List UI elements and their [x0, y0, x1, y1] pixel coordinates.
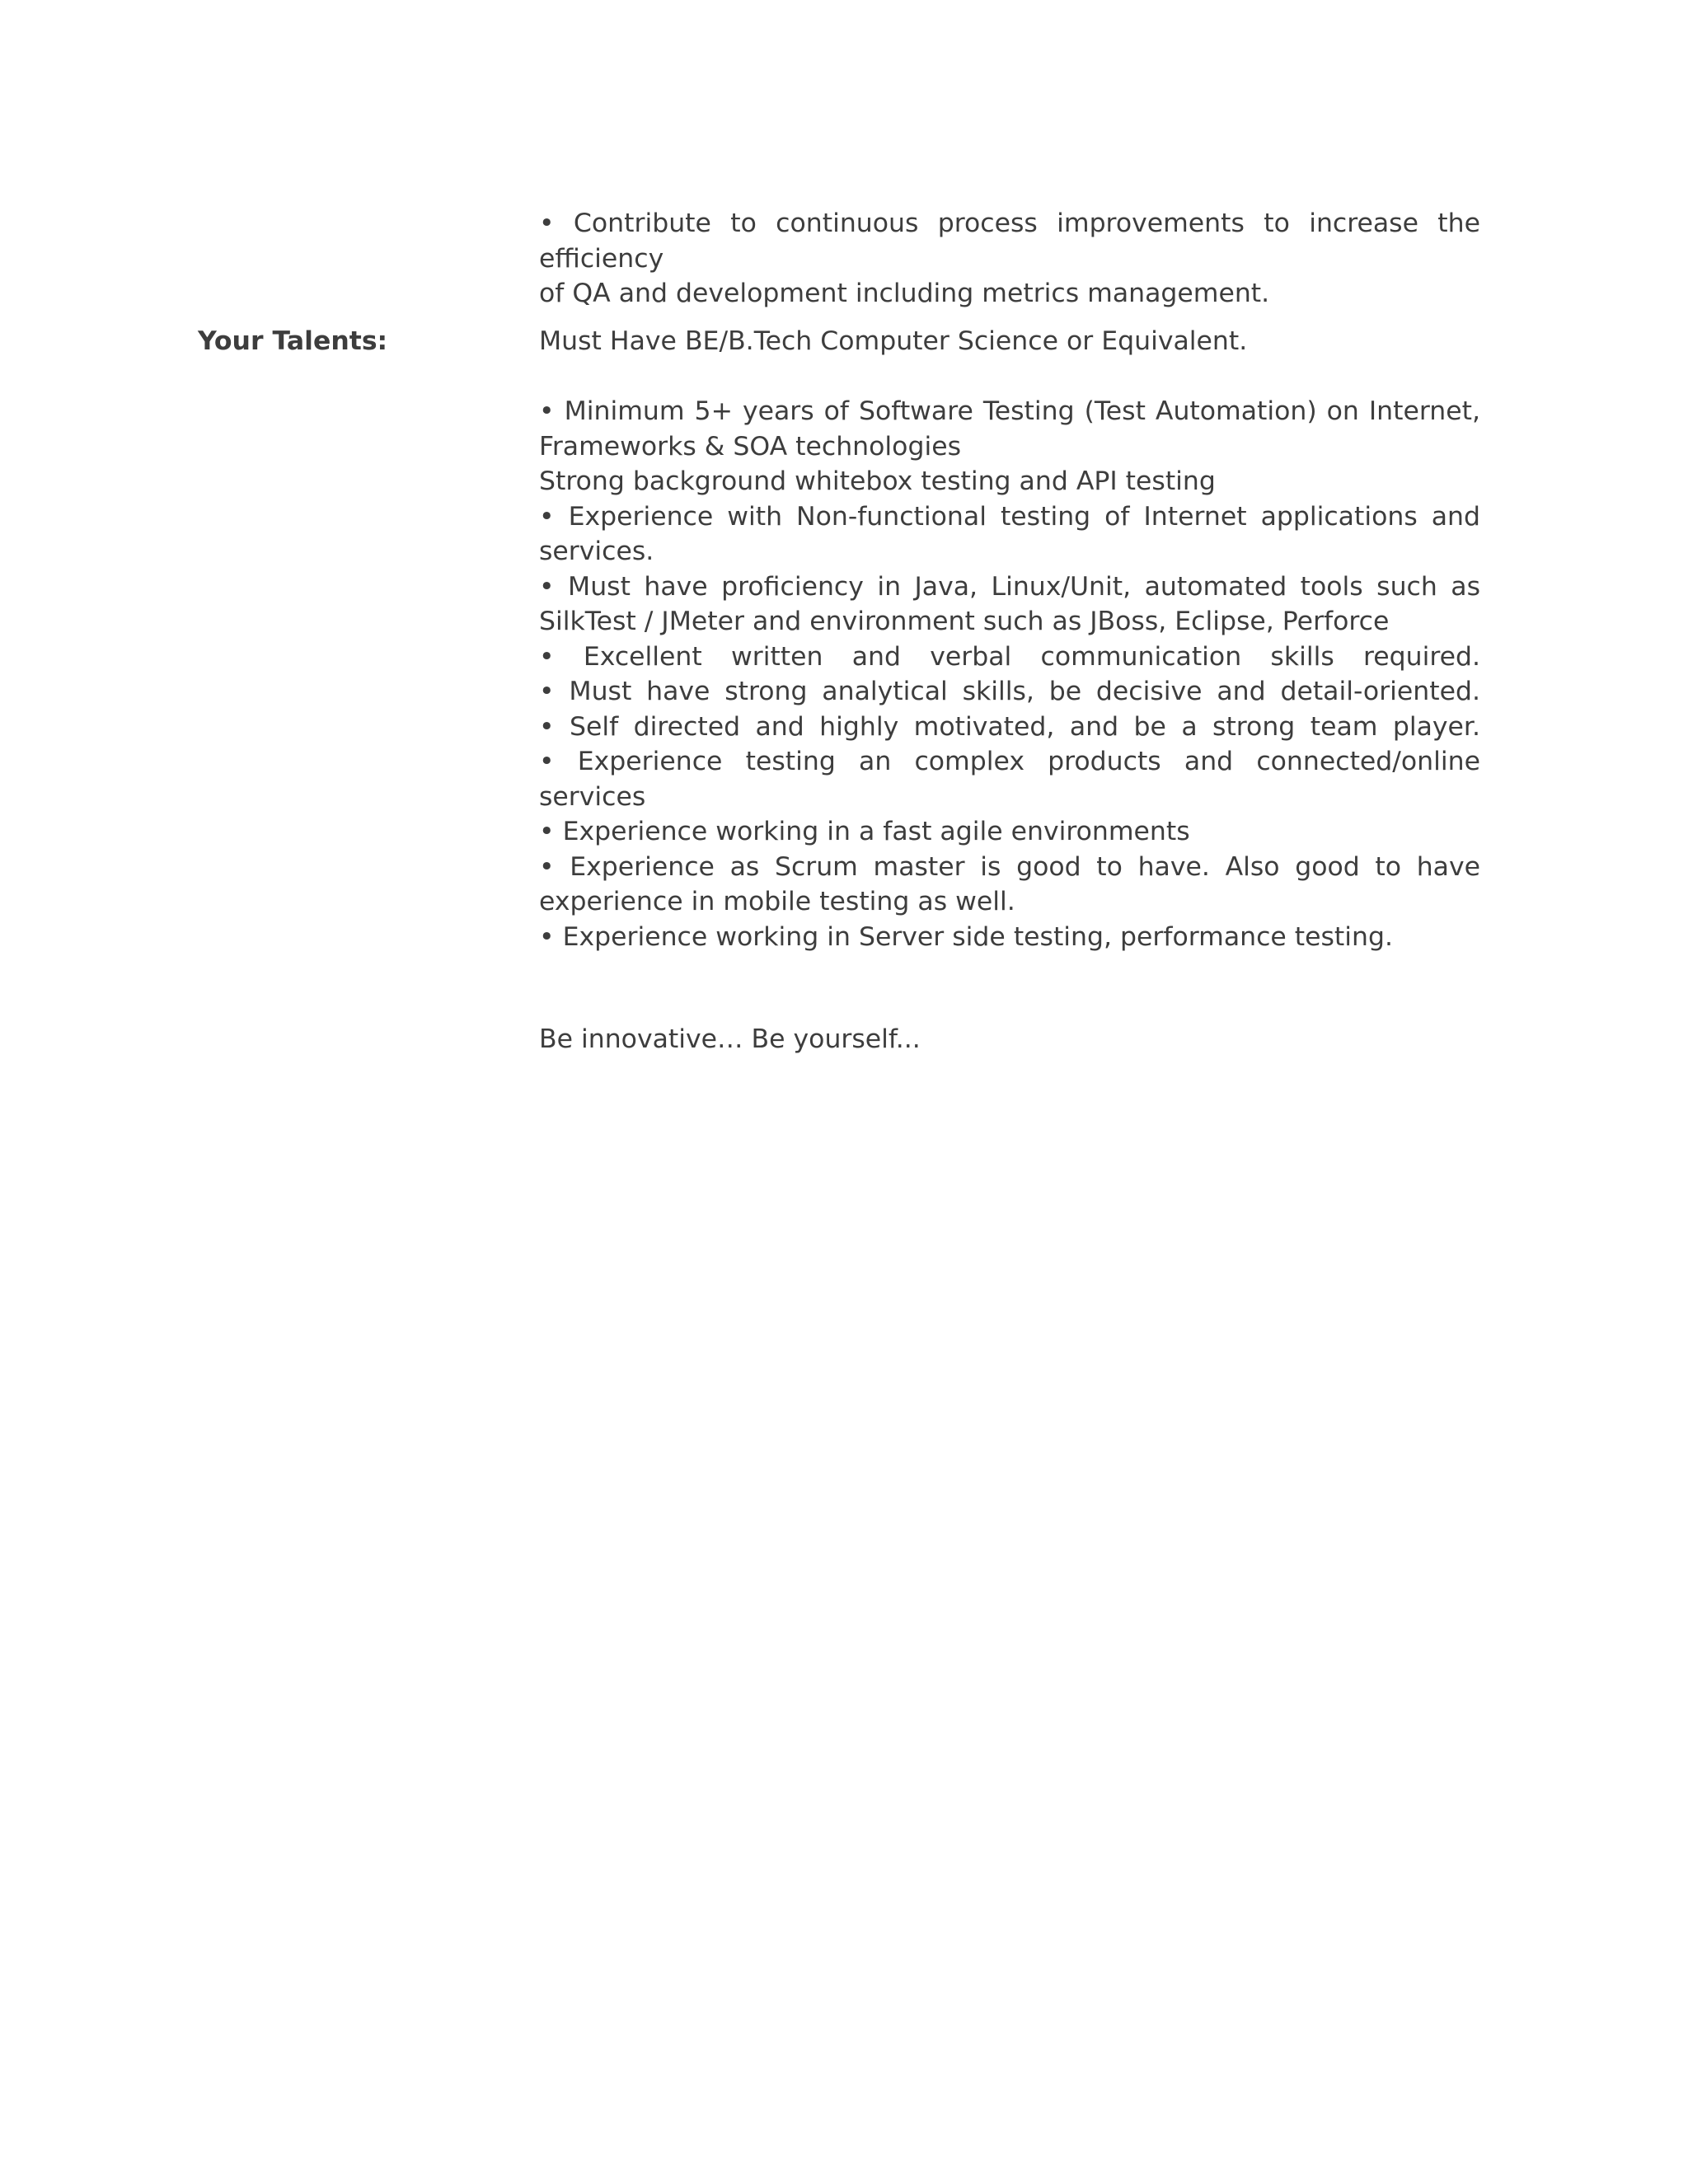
- list-item: services.: [539, 537, 654, 566]
- talents-list: [539, 394, 1480, 954]
- degree-requirement: [539, 324, 1480, 359]
- list-item: • Experience as Scrum master is good to have. Also good to have: [539, 851, 1480, 882]
- list-item: • Experience working in a fast agile environments: [539, 817, 1190, 846]
- list-item: • Excellent written and verbal communication skills required.: [539, 641, 1480, 672]
- list-item: SilkTest / JMeter and environment such as JBoss, Eclipse, Perforce: [539, 607, 1390, 636]
- list-item: • Self directed and highly motivated, and be a strong team player.: [539, 711, 1480, 742]
- list-item: Strong background whitebox testing and API testing: [539, 466, 1216, 496]
- paragraph-line: Must Have BE/B.Tech Computer Science or Equivalent.: [539, 326, 1248, 356]
- paragraph-line: of QA and development including metrics management.: [539, 279, 1270, 308]
- list-item: • Experience working in Server side testing, performance testing.: [539, 921, 1394, 952]
- section-label-your-talents: Your Talents:: [198, 326, 388, 356]
- list-item: • Minimum 5+ years of Software Testing (Test Automation) on Internet,: [539, 396, 1480, 426]
- contribute-paragraph: [539, 206, 1480, 312]
- list-item: • Must have proficiency in Java, Linux/Unit, automated tools such as: [539, 571, 1480, 602]
- list-item: experience in mobile testing as well.: [539, 887, 1015, 916]
- list-item: • Must have strong analytical skills, be decisive and detail-oriented.: [539, 677, 1480, 706]
- tagline-text: Be innovative… Be yourself...: [539, 1024, 921, 1054]
- paragraph-line: • Contribute to continuous process improvements to increase the efficiency: [539, 209, 1480, 274]
- list-item: • Experience testing an complex products and connected/online services: [539, 747, 1480, 812]
- list-item: Frameworks & SOA technologies: [539, 431, 961, 462]
- list-item: • Experience with Non-functional testing of Internet applications and: [539, 501, 1480, 532]
- closing-tagline: [539, 1022, 1480, 1057]
